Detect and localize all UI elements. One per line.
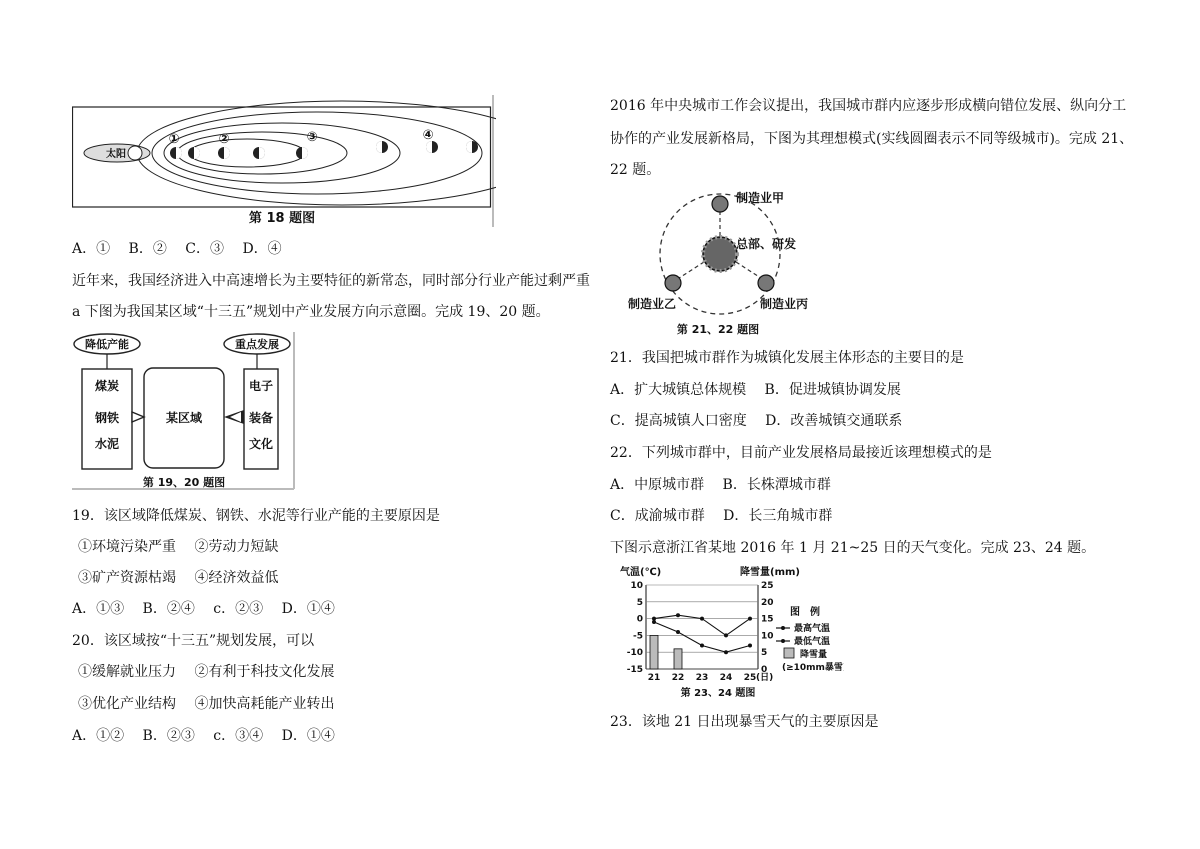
fig21-center: 总部、研发 [736, 237, 797, 251]
chart-xtick: 21 [647, 673, 661, 683]
chart-point-min-temp [748, 643, 752, 647]
marker-4: ④ [422, 128, 434, 143]
chart-ytick-right: 5 [761, 648, 768, 659]
q20-line1: ①缓解就业压力 ②有利于科技文化发展 [78, 664, 335, 680]
marker-1: ① [168, 132, 180, 147]
fig19-caption: 第 19、20 题图 [142, 476, 226, 489]
q19-options: A．①③ B．②④ c．②③ D．①④ [72, 601, 335, 617]
chart-ytick-right: 10 [761, 631, 774, 642]
chart-legend-max: 最高气温 [794, 624, 831, 634]
intro-21-22-line2: 协作的产业发展新格局，下图为其理想模式(实线圆圈表示不同等级城市)。完成 21、 [610, 131, 1134, 147]
chart-ytick-right: 15 [761, 614, 774, 625]
q19-stem: 19．该区域降低煤炭、钢铁、水泥等行业产能的主要原因是 [72, 508, 440, 524]
q23-stem: 23．该地 21 日出现暴雪天气的主要原因是 [610, 714, 879, 730]
fig19-left-item-2: 钢铁 [94, 411, 120, 425]
fig21-top: 制造业甲 [736, 191, 785, 205]
chart-xtick: 22 [671, 673, 685, 683]
q20-options: A．①② B．②③ c．③④ D．①④ [72, 728, 335, 744]
q21-line1: A．扩大城镇总体规模 B．促进城镇协调发展 [610, 382, 901, 398]
chart-ytick-right: 0 [761, 665, 768, 675]
figure-18 [72, 95, 496, 230]
q18-options: A．① B．② C．③ D．④ [72, 241, 282, 257]
chart-point-min-temp [676, 630, 680, 634]
fig21-right: 制造业丙 [760, 297, 809, 311]
chart-ticks [627, 581, 774, 683]
chart-bar-snowfall [650, 635, 658, 669]
fig19-right-item-3: 文化 [248, 437, 274, 451]
chart-legend-note: (≥10mm暴雪) [782, 663, 844, 673]
fig19-right-title: 重点发展 [235, 338, 279, 351]
chart-caption: 第 23、24 题图 [680, 688, 756, 699]
fig21-left: 制造业乙 [628, 297, 677, 311]
chart-xtick: 23 [695, 673, 709, 683]
chart-legend-min: 最低气温 [794, 637, 831, 647]
figure-23-24-chart [618, 563, 844, 703]
chart-point-min-temp [700, 643, 704, 647]
intro-21-22-line3: 22 题。 [610, 162, 661, 178]
fig19-right-item-1: 电子 [248, 379, 274, 393]
q21-stem: 21．我国把城市群作为城镇化发展主体形态的主要目的是 [610, 350, 964, 366]
chart-ytick-left: -10 [626, 648, 643, 659]
chart-point-max-temp [724, 633, 728, 637]
q19-line2: ③矿产资源枯竭 ④经济效益低 [78, 570, 279, 586]
intro-21-22-line1: 2016 年中央城市工作会议提出，我国城市群内应逐步形成横向错位发展、纵向分工 [610, 98, 1127, 114]
chart-ylabel-right: 降雪量(mm) [740, 567, 800, 578]
intro-19-20-line1: 近年来，我国经济进入中高速增长为主要特征的新常态，同时部分行业产能过剩严重 [72, 273, 590, 289]
fig19-left-title: 降低产能 [85, 338, 129, 351]
chart-xtick: 24 [719, 673, 733, 683]
fig19-left-item-1: 煤炭 [94, 379, 120, 393]
chart-legend-snow: 降雪量 [800, 650, 828, 660]
fig18-caption: 第 18 题图 [248, 211, 316, 226]
fig19-center: 某区域 [165, 411, 203, 425]
chart-lines [652, 613, 752, 654]
fig21-caption: 第 21、22 题图 [676, 323, 760, 336]
chart-legend-title: 图 例 [790, 607, 820, 618]
chart-xlabel: (日) [756, 673, 774, 683]
q20-stem: 20．该区域按“十三五”规划发展，可以 [72, 633, 315, 649]
q20-line2: ③优化产业结构 ④加快高耗能产业转出 [78, 696, 335, 712]
fig19-left-item-3: 水泥 [94, 437, 120, 451]
chart-xtick: 25 [743, 673, 757, 683]
chart-line-min-temp [654, 622, 750, 652]
q22-line1: A．中原城市群 B．长株潭城市群 [610, 477, 831, 493]
chart-ytick-left: -15 [626, 665, 643, 675]
chart-ylabel-left: 气温(℃) [620, 567, 662, 578]
figure-21-22 [618, 186, 818, 338]
chart-ytick-left: 0 [636, 614, 643, 625]
chart-ytick-left: -5 [633, 631, 643, 642]
chart-point-max-temp [700, 617, 704, 621]
chart-grid [646, 585, 758, 669]
intro-19-20-line2: a 下图为我国某区域“十三五”规划中产业发展方向示意圈。完成 19、20 题。 [72, 304, 550, 320]
chart-ytick-left: 10 [630, 581, 643, 591]
q22-stem: 22．下列城市群中，目前产业发展格局最接近该理想模式的是 [610, 445, 992, 461]
figure-19-20 [72, 332, 298, 492]
chart-ytick-right: 20 [761, 597, 774, 608]
q19-line1: ①环境污染严重 ②劳动力短缺 [78, 539, 279, 555]
chart-bar-snowfall [674, 649, 682, 669]
q22-line2: C．成渝城市群 D．长三角城市群 [610, 508, 833, 524]
intro-23-24: 下图示意浙江省某地 2016 年 1 月 21~25 日的天气变化。完成 23、24 题。 [610, 540, 1096, 556]
chart-point-max-temp [676, 613, 680, 617]
chart-point-min-temp [724, 650, 728, 654]
chart-point-min-temp [652, 620, 656, 624]
sun-label: 太阳 [106, 149, 126, 160]
marker-3: ③ [306, 130, 318, 145]
q21-line2: C．提高城镇人口密度 D．改善城镇交通联系 [610, 413, 903, 429]
chart-ytick-right: 25 [761, 581, 774, 591]
marker-2: ② [218, 132, 230, 147]
chart-ytick-left: 5 [636, 597, 643, 608]
chart-point-max-temp [748, 617, 752, 621]
fig19-right-item-2: 装备 [248, 411, 274, 425]
